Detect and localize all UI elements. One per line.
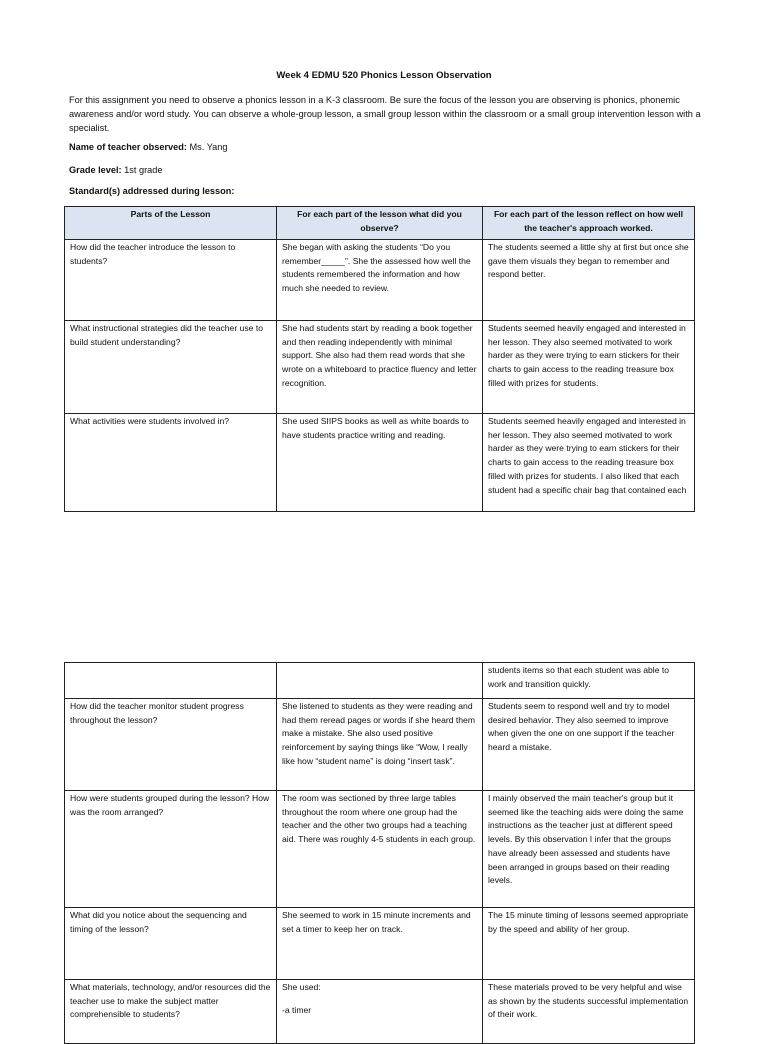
table-row [65,663,695,699]
lesson-part-cell: What activities were students involved in? [65,414,277,512]
table-row [65,980,695,1044]
teacher-observed-label: Name of teacher observed: [69,142,187,152]
observation-table-page2 [64,662,695,1044]
observation-cell: She listened to students as they were reading and had them reread pages or words if she heard them make a mistake. She also used positive reinforcement by saying things like “Wow, I really like how “student name” is doing “insert task”. [277,699,483,791]
observation-cell [277,980,483,1044]
observation-table-page1 [64,206,695,512]
observation-cell: She had students start by reading a book together and then reading independently with minimal support. She also had them read words that she wrote on a whiteboard to practice fluency and letter recognition. [277,321,483,414]
lesson-part-cell: What did you notice about the sequencing and timing of the lesson? [65,908,277,980]
reflection-cell: Students seemed heavily engaged and interested in her lesson. They also seemed motivated to work harder as they were trying to earn stickers for their charts to gain access to the reading treasure box filled with prizes for students. [483,321,695,414]
reflection-cell: The 15 minute timing of lessons seemed appropriate by the speed and ability of her group. [483,908,695,980]
reflection-cell: These materials proved to be very helpful and wise as shown by the students successful implementation of their work. [483,980,695,1044]
header-parts-of-lesson: Parts of the Lesson [65,207,277,240]
table-row [65,240,695,321]
header-observe: For each part of the lesson what did you observe? [277,207,483,240]
observation-list-item: -a timer [282,1004,312,1015]
observation-text: She used: [282,982,321,992]
lesson-part-cell: What materials, technology, and/or resources did the teacher use to make the subject matter comprehensible to students? [65,980,277,1044]
observation-cell: She seemed to work in 15 minute increments and set a timer to keep her on track. [277,908,483,980]
document-title: Week 4 EDMU 520 Phonics Lesson Observation [276,70,492,81]
table-row [65,699,695,791]
reflection-cell: students items so that each student was able to work and transition quickly. [483,663,695,699]
assignment-instructions: For this assignment you need to observe a phonics lesson in a K-3 classroom. Be sure the focus of the lesson you are observing is phonics, phonemic awareness and/or word study. You can observe a whole-group lesson, a small group lesson within the classroom or a small group intervention lesson with a specialist. [69,95,701,133]
table-row [65,791,695,908]
lesson-part-cell: How did the teacher introduce the lesson to students? [65,240,277,321]
teacher-observed-value: Ms. Yang [189,142,228,152]
reflection-cell: Students seem to respond well and try to model desired behavior. They also seemed to improve when given the one on one support if the teacher heard a mistake. [483,699,695,791]
teacher-observed-field [69,142,227,152]
observation-cell: The room was sectioned by three large tables throughout the room where one group had the teacher and the other two groups had a teaching aid. There was roughly 4-5 students in each group. [277,791,483,908]
grade-level-value: 1st grade [124,165,163,175]
lesson-part-cell: How were students grouped during the lesson? How was the room arranged? [65,791,277,908]
reflection-cell: Students seemed heavily engaged and interested in her lesson. They also seemed motivated to work harder as they were trying to earn stickers for their charts to gain access to the reading treasure box filled with prizes for students. I also liked that each student had a specific chair bag that contained each [483,414,695,512]
observation-cell: She used SIIPS books as well as white boards to have students practice writing and reading. [277,414,483,512]
table-header-row [65,207,695,240]
table-row [65,321,695,414]
lesson-part-cell: What instructional strategies did the teacher use to build student understanding? [65,321,277,414]
standards-field [69,186,234,196]
header-reflect: For each part of the lesson reflect on how well the teacher's approach worked. [483,207,695,240]
table-row [65,908,695,980]
grade-level-field [69,165,162,175]
grade-level-label: Grade level: [69,165,122,175]
observation-cell: She began with asking the students “Do you remember_____”. She the assessed how well the students remembered the information and how much she needed to review. [277,240,483,321]
lesson-part-cell: How did the teacher monitor student progress throughout the lesson? [65,699,277,791]
observation-cell [277,663,483,699]
reflection-cell: The students seemed a little shy at first but once she gave them visuals they began to remember and respond better. [483,240,695,321]
reflection-cell: I mainly observed the main teacher's group but it seemed like the teaching aids were doing the same instructions as the teacher just at different speed levels. By this observation I infer that the groups have already been assessed and students have been arranged in groups based on their reading levels. [483,791,695,908]
lesson-part-cell [65,663,277,699]
table-row [65,414,695,512]
standards-label: Standard(s) addressed during lesson: [69,186,235,196]
